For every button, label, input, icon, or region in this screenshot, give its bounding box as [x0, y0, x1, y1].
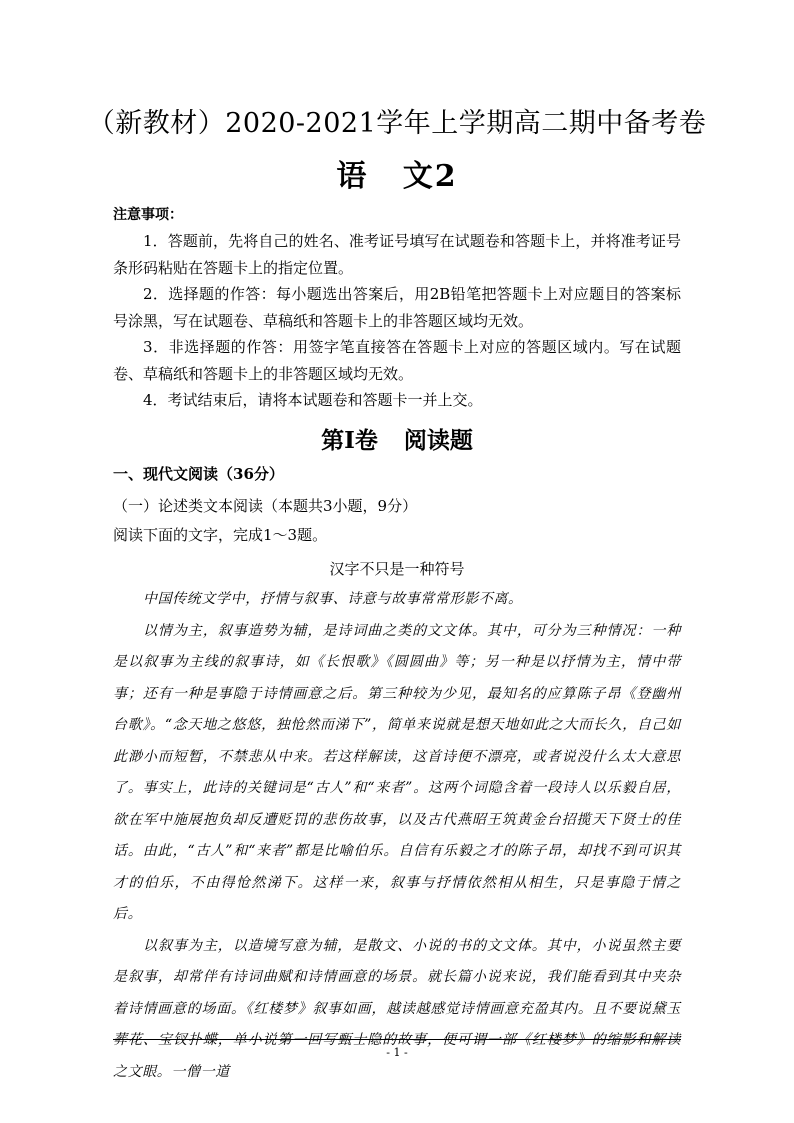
notes-list	[113, 228, 681, 414]
subject-title: 语 文2	[336, 159, 458, 194]
note-item: 1．答题前，先将自己的姓名、准考证号填写在试题卷和答题卡上，并将准考证号条形码粘贴在答题卡上的指定位置。	[113, 232, 681, 277]
footer-divider	[113, 1039, 681, 1040]
article-paragraph: 中国传统文学中，抒情与叙事、诗意与故事常常形影不离。	[143, 591, 523, 607]
note-item: 3．非选择题的作答：用签字笔直接答在答题卡上对应的答题区域内。写在试题卷、草稿纸和答题卡上的非答题区域均无效。	[113, 338, 681, 383]
exam-title: （新教材）2020-2021学年上学期高二期中备考卷	[87, 108, 707, 139]
notes-heading: 注意事项：	[113, 207, 183, 223]
section-subheading: （一）论述类文本阅读（本题共3小题，9分）	[113, 497, 418, 515]
article-body	[113, 584, 681, 1088]
part-title: 第Ⅰ卷 阅读题	[321, 427, 473, 454]
section-instruction: 阅读下面的文字，完成1～3题。	[113, 526, 328, 544]
article-paragraph: 以情为主，叙事造势为辅，是诗词曲之类的文文体。其中，可分为三种情况：一种是以叙事为主线的叙事诗，如《长恨歌》《圆圆曲》等；另一种是以抒情为主，情中带事；还有一种是事隐于诗情画意之后。第三种较为少见，最知名的应算陈子昂《登幽州台歌》。“念天地之悠悠，独怆然而涕下”，简单来说就是想天地如此之大而长久，自己如此渺小而短暂，不禁悲从中来。若这样解读，这首诗便不漂亮，或者说没什么太大意思了。事实上，此诗的关键词是“古人”和“来者”。这两个词隐含着一段诗人以乐毅自居，欲在军中施展抱负却反遭贬罚的悲伤故事，以及古代燕昭王筑黄金台招揽天下贤士的佳话。由此，“古人”和“来者”都是比喻伯乐。自信有乐毅之才的陈子昂，却找不到可识其才的伯乐，不由得怆然涕下。这样一来，叙事与抒情依然相从相生，只是事隐于情之后。	[113, 622, 681, 922]
note-item: 2．选择题的作答：每小题选出答案后，用2B铅笔把答题卡上对应题目的答案标号涂黑，写在试题卷、草稿纸和答题卡上的非答题区域均无效。	[113, 285, 681, 330]
note-item: 4．考试结束后，请将本试题卷和答题卡一并上交。	[143, 391, 483, 409]
section-heading: 一、现代文阅读（36分）	[113, 465, 284, 483]
article-paragraph: 以叙事为主，以造境写意为辅，是散文、小说的书的文文体。其中，小说虽然主要是叙事，却常伴有诗词曲赋和诗情画意的场景。就长篇小说来说，我们能看到其中夹杂着诗情画意的场面。《红楼梦》叙事如画，越读越感觉诗情画意充盈其内。且不要说黛玉葬花、宝钗扑蝶，单小说第一回写甄士隐的故事，便可谓一部《红楼梦》的缩影和解读之文眼。一僧一道	[113, 937, 681, 1080]
article-title: 汉字不只是一种符号	[329, 560, 465, 578]
page-number: - 1 -	[386, 1046, 408, 1059]
